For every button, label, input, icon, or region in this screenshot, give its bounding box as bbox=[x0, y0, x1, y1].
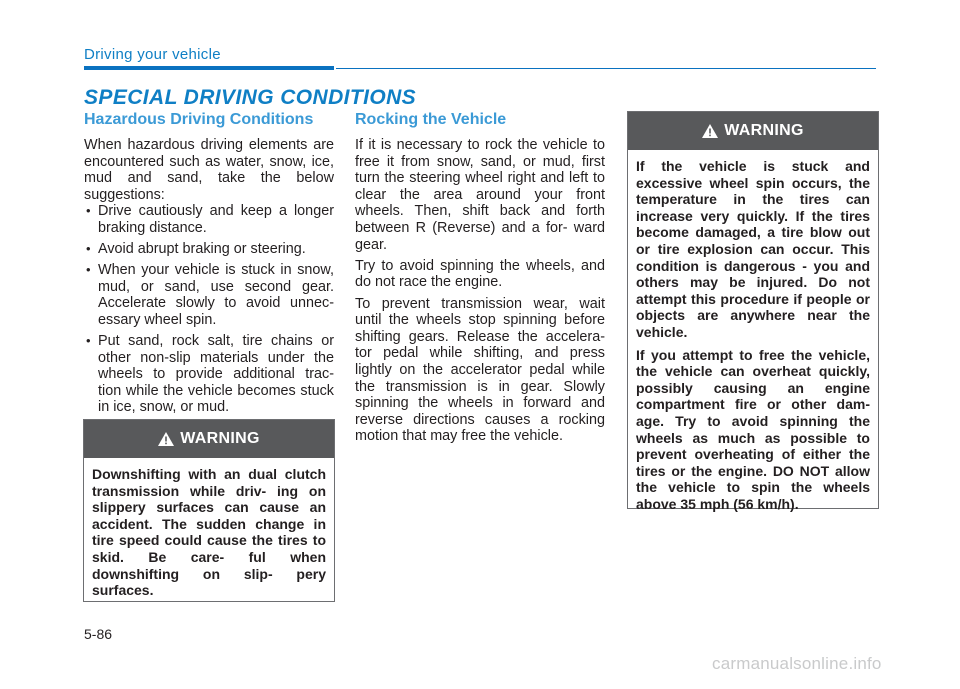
warning-label: WARNING bbox=[724, 122, 804, 139]
bullet-icon: • bbox=[86, 240, 91, 256]
bullet-text: Drive cautiously and keep a longer braking distance. bbox=[98, 203, 334, 236]
bullet-text: Avoid abrupt braking or steering. bbox=[98, 240, 306, 257]
warning-triangle-icon bbox=[158, 432, 174, 446]
rocking-body bbox=[355, 137, 605, 449]
hazardous-heading: Hazardous Driving Conditions bbox=[84, 111, 314, 128]
page-number: 5-86 bbox=[84, 626, 113, 642]
list-item bbox=[84, 203, 334, 236]
header-rule-thick bbox=[84, 66, 334, 70]
warning-box-downshifting bbox=[83, 419, 335, 602]
warning-header bbox=[628, 112, 878, 150]
bullet-text: When your vehicle is stuck in snow, mud, or sand, use second gear. Accelerate slowly to avoid unnec- essary wheel spin. bbox=[98, 261, 334, 328]
warning-body bbox=[84, 458, 334, 613]
rocking-paragraph: Try to avoid spinning the wheels, and do not race the engine. bbox=[355, 257, 605, 291]
warning-body bbox=[628, 150, 878, 526]
running-header-title: Driving your vehicle bbox=[84, 46, 221, 63]
list-item bbox=[84, 333, 334, 416]
warning-box-stuck-vehicle bbox=[627, 111, 879, 512]
bullet-text: Put sand, rock salt, tire chains or other non-slip materials under the wheels to provide additional trac- tion while the vehicle becomes stuck in ice, snow, or mud. bbox=[98, 332, 334, 416]
bullet-icon: • bbox=[86, 332, 91, 348]
warning-text: Downshifting with an dual clutch transmission while driv- ing on slippery surfaces can cause an accident. The sudden change in tire speed could cause the tires to skid. Be care- ful when downshifting on slip- pery surfaces. bbox=[92, 466, 326, 599]
warning-label: WARNING bbox=[180, 430, 260, 447]
list-item bbox=[84, 241, 334, 258]
warning-triangle-icon bbox=[702, 124, 718, 138]
rocking-paragraph: If it is necessary to rock the vehicle to free it from snow, sand, or mud, first turn the steering wheel right and left to clear the area around your front wheels. Then, shift back and forth between R (Reverse) and a for- ward gear. bbox=[355, 137, 605, 253]
section-title: SPECIAL DRIVING CONDITIONS bbox=[84, 86, 417, 109]
bullet-icon: • bbox=[86, 203, 91, 218]
bullet-icon: • bbox=[86, 261, 91, 277]
list-item bbox=[84, 262, 334, 328]
hazardous-bullet-list bbox=[84, 203, 334, 421]
hazardous-intro: When hazardous driving elements are encountered such as water, snow, ice, mud and sand, take the below suggestions: bbox=[84, 137, 334, 203]
warning-header bbox=[84, 420, 334, 458]
warning-text: If the vehicle is stuck and excessive wheel spin occurs, the temperature in the tires can increase very quickly. If the tires become damaged, a tire blow out or tire explosion can occur. This condition is dangerous - you and others may be injured. Do not attempt this procedure if people or objects are anywhere near the vehicle. bbox=[636, 158, 870, 340]
header-rule-thin bbox=[336, 68, 876, 69]
rocking-paragraph: To prevent transmission wear, wait until the wheels stop spinning before shifting gears. Release the accelera- tor pedal while shifting, and press lightly on the accelerator pedal while the transmission is in gear. Slowly spinning the wheels in forward and reverse directions causes a rocking motion that may free the vehicle. bbox=[355, 295, 605, 445]
watermark: carmanualsonline.info bbox=[712, 654, 882, 673]
rocking-heading: Rocking the Vehicle bbox=[355, 111, 507, 128]
warning-text: If you attempt to free the vehicle, the vehicle can overheat quickly, possibly causing an engine compartment fire or other dam- age. Try to avoid spinning the wheels as much as possible to prevent overheating of either the tires or the engine. DO NOT allow the vehicle to spin the wheels above 35 mph (56 km/h). bbox=[636, 346, 870, 512]
